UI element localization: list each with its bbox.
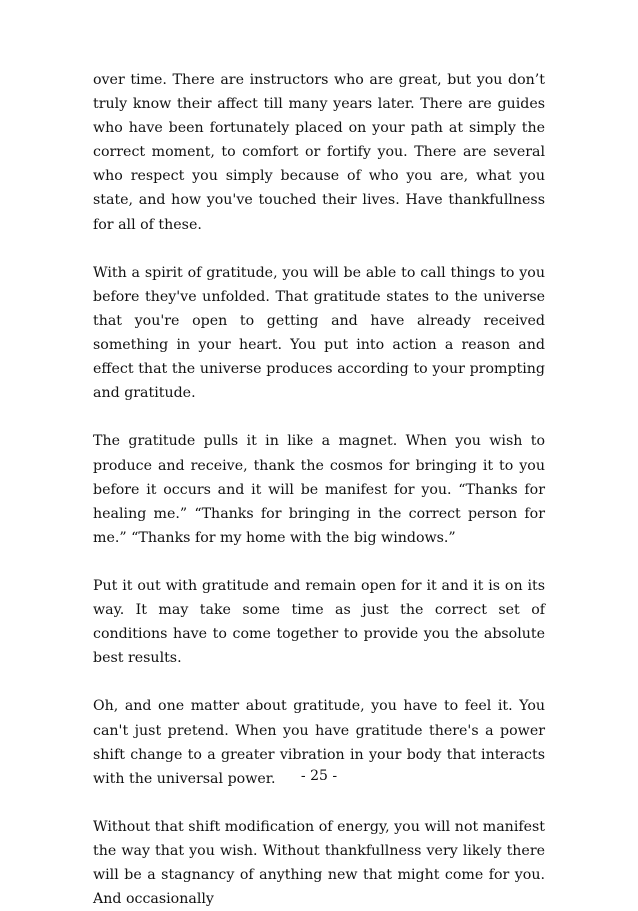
paragraph-4: Put it out with gratitude and remain open for it and it is on its way. It may take some time as just the correct set of conditions have to come together to provide you the absolute best results.	[93, 577, 545, 667]
paragraph-1: over time. There are instructors who are great, but you don’t truly know their affect till many years later. There are guides who have been fortunately placed on your path at simply the correct moment, to comfort or fortify you. There are several who respect you simply because of who you are, what you state, and how you've touched their lives. Have thankfullness for all of these.	[93, 72, 545, 233]
body-text	[93, 68, 545, 911]
paragraph-2: With a spirit of gratitude, you will be able to call things to you before they've unfolded. That gratitude states to the universe that you're open to getting and have already received something in your heart. You put into action a reason and effect that the universe produces according to your prompting and gratitude.	[93, 264, 545, 402]
paragraph-5: Oh, and one matter about gratitude, you have to feel it. You can't just pretend. When you have gratitude there's a power shift change to a greater vibration in your body that interacts with the universal power.	[93, 698, 545, 787]
paragraph-6: Without that shift modification of energy, you will not manifest the way that you wish. Without thankfullness very likely there will be a stagnancy of anything new that might come for you. And occasionally	[93, 818, 545, 908]
page-number: - 25 -	[300, 768, 338, 784]
paragraph-3: The gratitude pulls it in like a magnet. When you wish to produce and receive, thank the cosmos for bringing it to you before it occurs and it will be manifest for you. “Thanks for healing me.” “Thanks for bringing in the correct person for me.” “Thanks for my home with the big windows.”	[93, 433, 545, 546]
